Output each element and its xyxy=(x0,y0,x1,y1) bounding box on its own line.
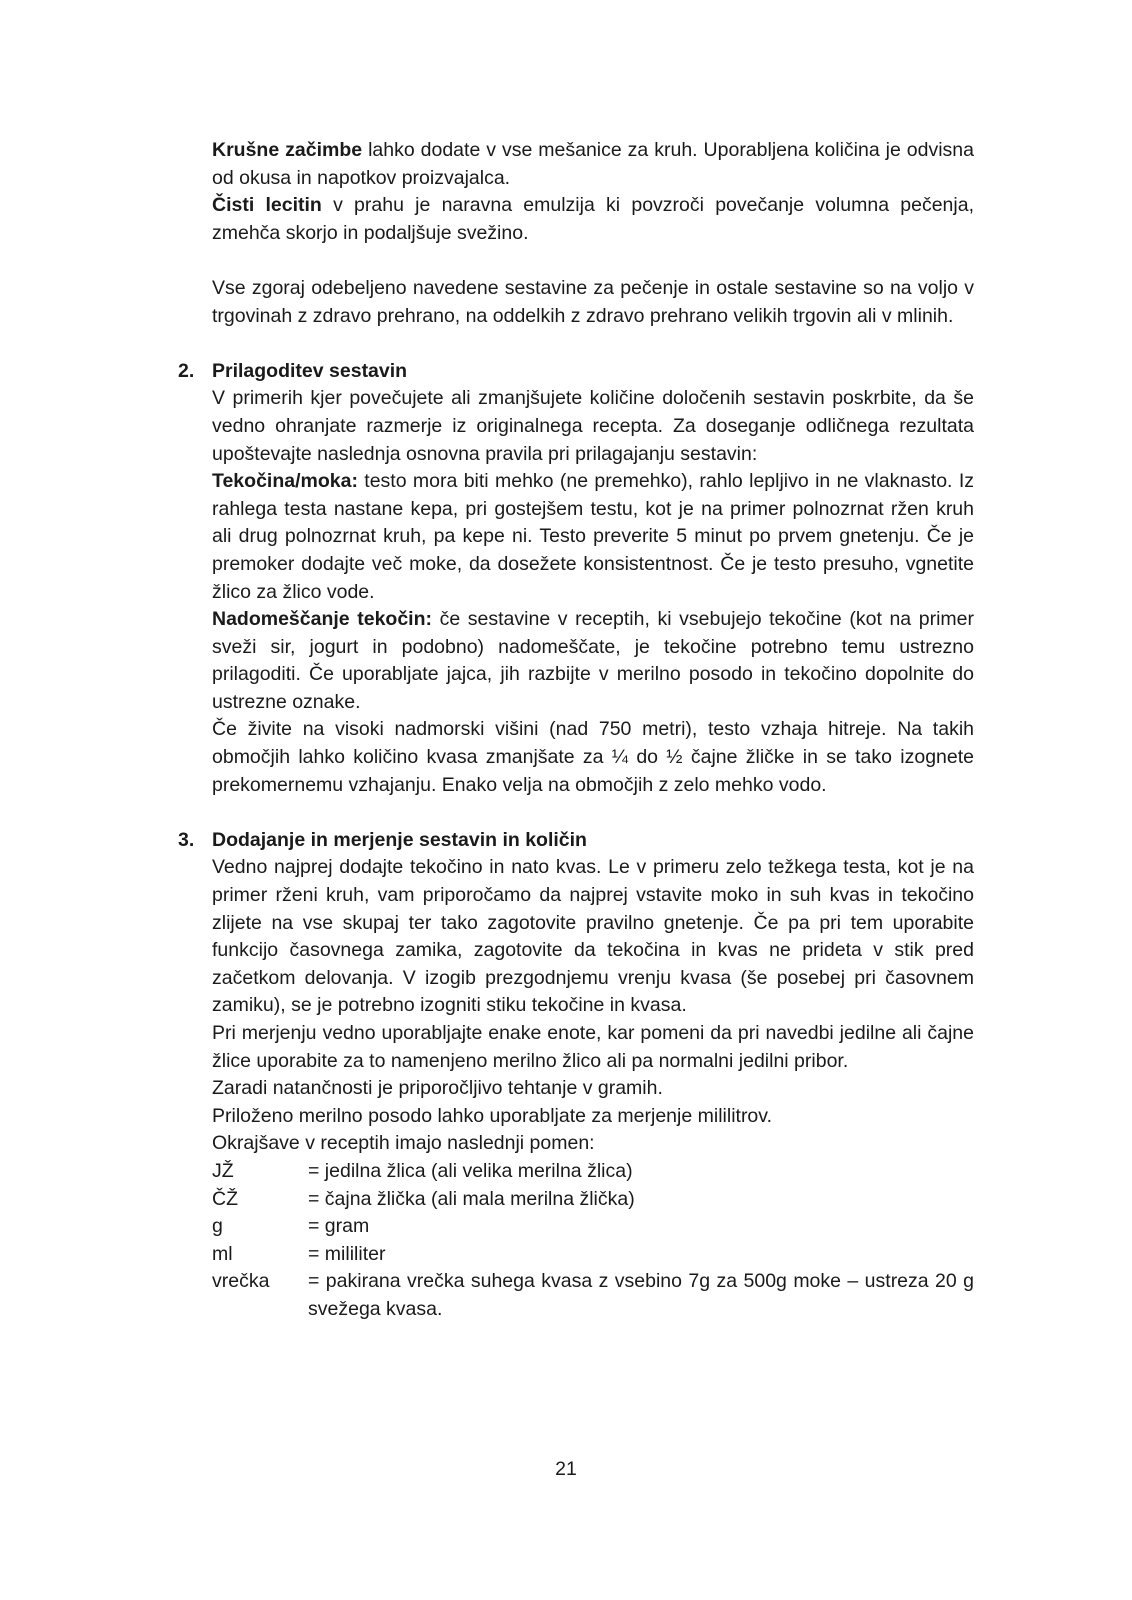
paragraph-availability: Vse zgoraj odebeljeno navedene sestavine za pečenje in ostale sestavine so na voljo v trgovinah z zdravo prehrano, na oddelkih z zdravo prehrano velikih trgovin ali v mlinih. xyxy=(212,276,974,327)
paragraph-replacing-liquids: Nadomeščanje tekočin: če sestavine v receptih, ki vsebujejo tekočine (kot na primer sveži sir, jogurt in podobno) nadomeščate, je tekočine potrebno temu ustrezno prilagoditi. Če uporabljate jajca, jih razbijte v merilno posodo in tekočino dopolnite do ustrezne oznake. xyxy=(212,608,974,713)
paragraph-gap xyxy=(212,799,974,827)
paragraph-ratio: V primerih kjer povečujete ali zmanjšujete količine določenih sestavin poskrbite, da še vedno ohranjate razmerje iz originalnega recepta. Za doseganje odličnega rezultata upoštevajte naslednja osnovna pravila pri prilagajanju sestavin: xyxy=(212,387,974,465)
abbreviation-key: ČŽ xyxy=(212,1187,238,1210)
abbreviation-value: = mililiter xyxy=(308,1242,386,1265)
term-liquid-flour: Tekočina/moka: xyxy=(212,470,358,493)
page-number: 21 xyxy=(555,1458,577,1480)
abbreviation-row xyxy=(212,1186,974,1214)
abbreviation-value: = pakirana vrečka suhega kvasa z vsebino 7g za 500g moke – ustreza 20 g svežega kvasa. xyxy=(308,1270,974,1320)
page-body xyxy=(178,137,974,1324)
paragraph-measuring-cup: Priloženo merilno posodo lahko uporabljate za merjenje mililitrov. xyxy=(212,1104,772,1127)
paragraph-liquid-flour: Tekočina/moka: testo mora biti mehko (ne premehko), rahlo lepljivo in ne vlaknasto. Iz rahlega testa nastane kepa, pri gostejšem testu, kot je na primer polnozrnat ržen kruh ali drug polnozrnat kruh, pa kepe ni. Testo preverite 5 minut po prvem gnetenju. Če je premoker dodajte več moke, da dosežete konsistentnost. Če je testo presuho, vgnetite žlico za žlico vode. xyxy=(212,470,974,603)
abbreviation-key: g xyxy=(212,1215,223,1238)
abbreviation-row xyxy=(212,1268,974,1323)
abbreviation-value: = gram xyxy=(308,1215,370,1238)
paragraph-lecithin: Čisti lecitin v prahu je naravna emulzija ki povzroči povečanje volumna pečenja, zmehča skorjo in podaljšuje svežino. xyxy=(212,194,974,244)
paragraph-units: Pri merjenju vedno uporabljajte enake enote, kar pomeni da pri navedbi jedilne ali čajne žlice uporabite za to namenjeno merilno žlico ali pa normalni jedilni pribor. xyxy=(212,1022,974,1072)
section-number: 3. xyxy=(178,828,195,851)
paragraph-weighing: Zaradi natančnosti je priporočljivo tehtanje v gramih. xyxy=(212,1077,663,1100)
section-number: 2. xyxy=(178,359,195,382)
paragraph-abbreviations-intro: Okrajšave v receptih imajo naslednji pomen: xyxy=(212,1132,595,1155)
section-title: Prilagoditev sestavin xyxy=(212,359,408,382)
section-adding-measuring xyxy=(178,827,974,1324)
abbreviation-row xyxy=(212,1158,974,1186)
abbreviation-row xyxy=(212,1213,974,1241)
abbreviation-key: vrečka xyxy=(212,1270,270,1293)
term-replacing-liquids: Nadomeščanje tekočin: xyxy=(212,608,432,631)
section-adjusting-ingredients xyxy=(178,358,974,800)
term-lecithin: Čisti lecitin xyxy=(212,194,322,217)
abbreviation-value: = jedilna žlica (ali velika merilna žlica) xyxy=(308,1159,633,1182)
term-spices: Krušne začimbe xyxy=(212,139,363,161)
paragraph-spices: Krušne začimbe lahko dodate v vse mešanice za kruh. Uporabljena količina je odvisna od okusa in napotkov proizvajalca. xyxy=(212,139,974,189)
abbreviation-key: ml xyxy=(212,1242,233,1265)
abbreviations-list xyxy=(212,1158,974,1324)
paragraph-altitude: Če živite na visoki nadmorski višini (nad 750 metri), testo vzhaja hitreje. Na takih območjih lahko količino kvasa zmanjšate za ¼ do ½ čajne žličke in se tako izognete prekomernemu vzhajanju. Enako velja na območjih z zelo mehko vodo. xyxy=(212,718,974,796)
paragraph-gap xyxy=(212,247,974,275)
abbreviation-row xyxy=(212,1241,974,1269)
abbreviation-value: = čajna žlička (ali mala merilna žlička) xyxy=(308,1187,635,1210)
section-title: Dodajanje in merjenje sestavin in količin xyxy=(212,828,587,851)
paragraph-gap xyxy=(212,330,974,358)
paragraph-order: Vedno najprej dodajte tekočino in nato kvas. Le v primeru zelo težkega testa, kot je na primer rženi kruh, vam priporočamo da najprej vstavite moko in suh kvas in tekočino zlijete na vse skupaj ter tako zagotovite pravilno gnetenje. Če pa pri tem uporabite funkcijo časovnega zamika, zagotovite da tekočina in kvas ne prideta v stik pred začetkom delovanja. V izogib prezgodnjemu vrenju kvasa (še posebej pri časovnem zamiku), se je potrebno izogniti stiku tekočine in kvasa. xyxy=(212,856,974,1017)
abbreviation-key: JŽ xyxy=(212,1159,234,1182)
